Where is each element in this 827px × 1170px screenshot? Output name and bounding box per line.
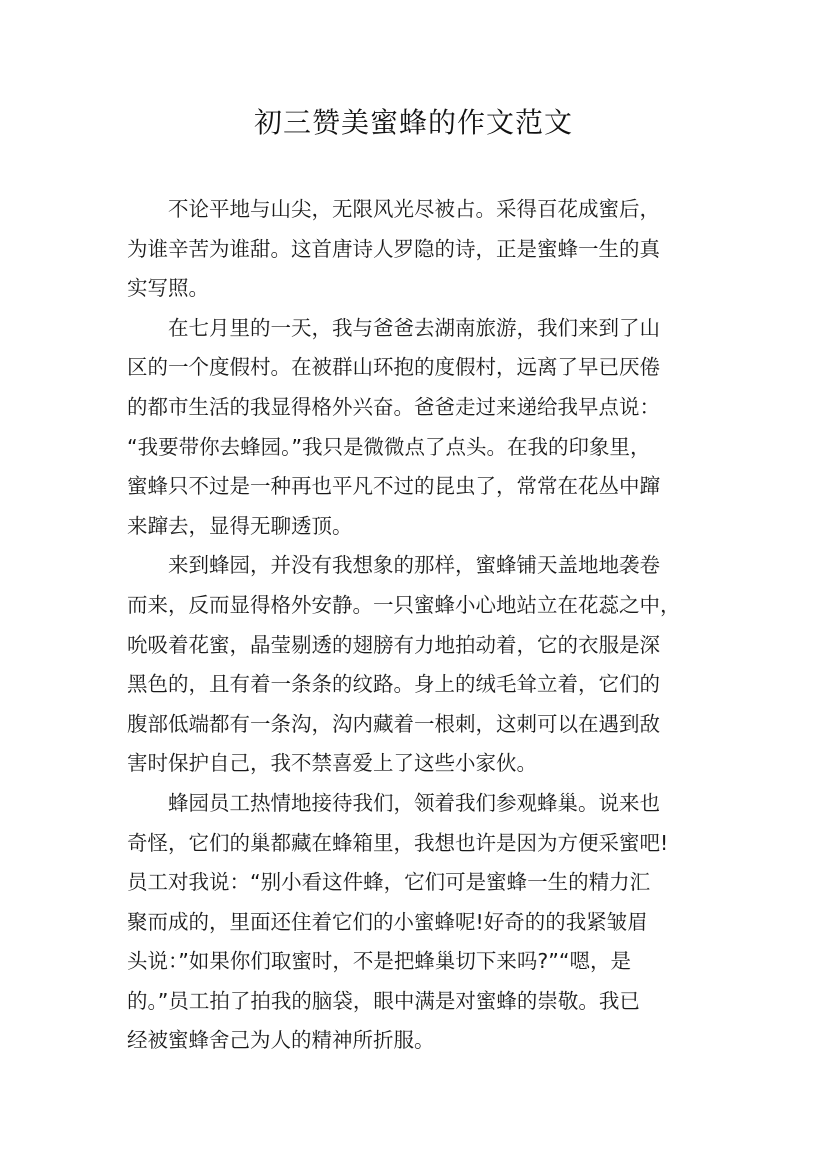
text-line: 为谁辛苦为谁甜。这首唐诗人罗隐的诗，正是蜜蜂一生的真 [127, 236, 660, 261]
text-line: 来到蜂园，并没有我想象的那样，蜜蜂铺天盖地地袭卷 [168, 553, 660, 578]
text-line: 聚而成的，里面还住着它们的小蜜蜂呢!好奇的的我紧皱眉 [127, 909, 648, 934]
text-line: 在七月里的一天，我与爸爸去湖南旅游，我们来到了山 [168, 315, 660, 340]
text-line: 不论平地与山尖，无限风光尽被占。采得百花成蜜后， [168, 197, 660, 221]
text-line: 吮吸着花蜜，晶莹剔透的翅膀有力地拍动着，它的衣服是深 [127, 632, 660, 657]
paragraph-2 [127, 309, 707, 547]
text-line: 蜂园员工热情地接待我们，领着我们参观蜂巢。说来也 [168, 790, 660, 815]
text-line: 头说：”如果你们取蜜时，不是把蜂巢切下来吗?”“嗯，是 [127, 949, 631, 974]
text-line: 的都市生活的我显得格外兴奋。爸爸走过来递给我早点说： [127, 394, 660, 419]
text-line: 的。”员工拍了拍我的脑袋，眼中满是对蜜蜂的崇敬。我已 [127, 988, 640, 1013]
text-line: 奇怪，它们的巢都藏在蜂箱里，我想也许是因为方便采蜜吧! [127, 830, 669, 855]
text-line: 员工对我说：“别小看这件蜂，它们可是蜜蜂一生的精力汇 [127, 870, 651, 895]
text-line: “我要带你去蜂园。”我只是微微点了点头。在我的印象里， [127, 434, 651, 459]
text-line: 黑色的，且有着一条条的纹路。身上的绒毛耸立着，它们的 [127, 672, 660, 697]
text-line: 来蹿去，显得无聊透顶。 [127, 513, 353, 538]
text-line: 而来，反而显得格外安静。一只蜜蜂小心地站立在花蕊之中， [127, 592, 681, 617]
paragraph-3 [127, 546, 707, 784]
paragraph-1 [127, 190, 707, 309]
document-title: 初三赞美蜜蜂的作文范文 [253, 106, 573, 139]
text-line: 蜜蜂只不过是一种再也平凡不过的昆虫了，常常在花丛中蹿 [127, 474, 660, 499]
paragraph-4 [127, 784, 707, 1061]
document-body [127, 190, 707, 1061]
text-line: 实写照。 [127, 276, 209, 301]
text-line: 区的一个度假村。在被群山环抱的度假村，远离了早已厌倦 [127, 355, 660, 380]
text-line: 腹部低端都有一条沟，沟内藏着一根刺，这刺可以在遇到敌 [127, 711, 660, 736]
text-line: 经被蜜蜂舍己为人的精神所折服。 [127, 1028, 435, 1053]
text-line: 害时保护自己，我不禁喜爱上了这些小家伙。 [127, 751, 537, 776]
